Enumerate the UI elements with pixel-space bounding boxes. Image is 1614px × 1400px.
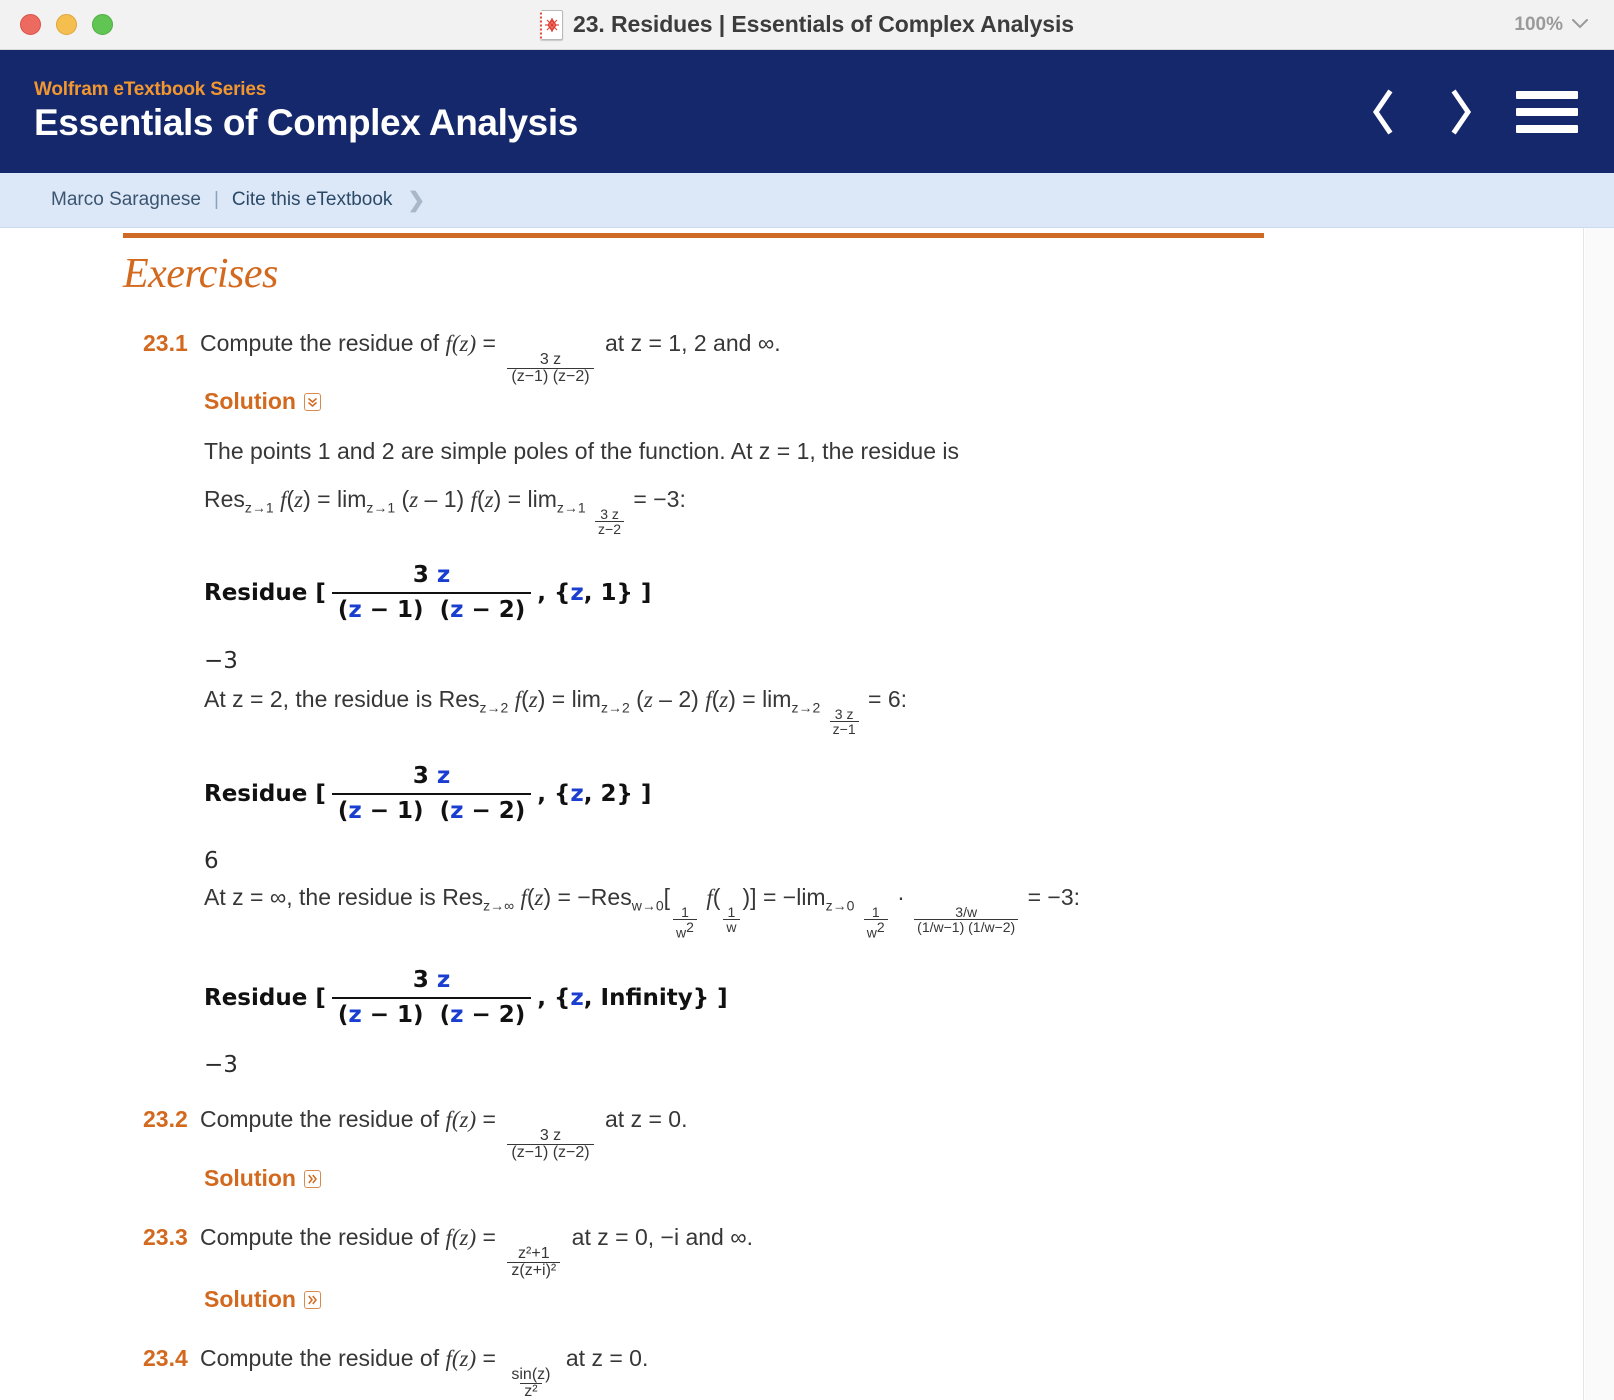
- exercise-prompt-pre: Compute the residue of: [200, 1106, 440, 1132]
- mma-argument: , {z, 1} ]: [537, 579, 652, 606]
- window-title: 23. Residues | Essentials of Complex Analysis: [573, 11, 1074, 37]
- mma-coefficient: 3: [412, 562, 429, 588]
- mma-variable: z: [436, 967, 451, 993]
- exercise-function: f(z): [445, 331, 477, 356]
- mma-denominator: (z − 1) (z − 2): [332, 592, 531, 625]
- exercise-function: f(z): [445, 1225, 477, 1250]
- exercise-prompt-pre: Compute the residue of: [200, 1224, 440, 1250]
- lim-subscript-2: z→1: [556, 499, 586, 516]
- solution-label: Solution: [204, 388, 296, 414]
- mathematica-input-cell-2[interactable]: [204, 762, 651, 826]
- mma-denominator: (z − 1) (z − 2): [332, 997, 531, 1030]
- fraction-numerator: z²+1: [518, 1244, 550, 1262]
- solution-line-4: At z = ∞, the residue is Res: [204, 884, 484, 910]
- hamburger-bar-3: [1516, 125, 1578, 133]
- mathematica-output-1: −3: [204, 648, 238, 674]
- byline-bar: [0, 173, 1614, 228]
- mma-fraction: [332, 762, 531, 826]
- menu-icon[interactable]: [1516, 91, 1578, 133]
- fraction-numerator: 3/w: [955, 903, 978, 920]
- banner-navigation: [1344, 50, 1578, 173]
- previous-page-button[interactable]: [1344, 72, 1422, 152]
- wolfram-notebook-icon: [540, 10, 563, 40]
- solution-toggle-232[interactable]: [204, 1165, 321, 1192]
- inline-fraction-b: $\frac{1}{w}$: [723, 905, 739, 935]
- document-page: [0, 228, 1614, 1400]
- fraction-numerator: 3 z: [834, 705, 854, 722]
- author-name: Marco Saragnese: [51, 189, 201, 210]
- solution-toggle-231[interactable]: [204, 388, 321, 415]
- mma-numerator: [407, 966, 456, 997]
- page-title: Exercises: [123, 251, 278, 297]
- fraction-numerator: 3 z: [539, 1126, 562, 1144]
- mma-numerator: [407, 561, 456, 592]
- zoom-level-control[interactable]: [1514, 0, 1588, 49]
- mma-argument: , {z, 2} ]: [537, 780, 652, 807]
- solution-equation-3: At z = ∞, the residue is Res$_{z\to\infty}$ f(z) = −Res$_{w\to 0}$[ $\frac{1}{w^2}$ f( $\frac{1}{w}$ )] = $-\lim_{z\to 0}$ $\frac{1}{w^2}$ · $\frac{3/w}{(1/w-1) (1/w-2)}$ = −3:: [204, 884, 1081, 941]
- residue-function-head: Residue [: [204, 780, 326, 807]
- section-rule: [123, 233, 1264, 238]
- solution-fraction-2: [830, 707, 859, 737]
- close-window-button[interactable]: [20, 14, 41, 35]
- fraction-denominator: z−2: [595, 521, 624, 537]
- solution-equation-1: Res$_{z\to 1}$ $f(z) = \lim_{z\to 1} (z - 1) f(z) = \lim_{z\to 1}$ $\frac{3 z}{z-2}$ = −3:: [204, 486, 686, 538]
- byline-separator: |: [213, 189, 219, 210]
- exercise-prompt-post: at z = 0.: [565, 1345, 649, 1371]
- solution-paragraph-1: [204, 438, 959, 465]
- solution-fraction-4: [914, 905, 1018, 935]
- book-banner: [0, 50, 1614, 173]
- solution-result-3: = −3:: [1027, 884, 1081, 910]
- exercise-number: 23.4: [143, 1345, 188, 1371]
- fraction-denominator: (1/w−1) (1/w−2): [914, 919, 1018, 935]
- exercise-number: 23.2: [143, 1106, 188, 1132]
- exercise-prompt-pre: Compute the residue of: [200, 1345, 440, 1371]
- solution-label: Solution: [204, 1286, 296, 1312]
- mma-variable: z: [436, 763, 451, 789]
- window-traffic-lights: [0, 14, 113, 35]
- chevron-double-down-icon[interactable]: [304, 393, 321, 411]
- chevron-double-right-icon[interactable]: [304, 1170, 321, 1188]
- exercise-prompt: [200, 1106, 687, 1162]
- chevron-right-icon: ❯: [407, 188, 426, 212]
- exercise-number: 23.3: [143, 1224, 188, 1250]
- solution-fraction-1: [595, 507, 624, 537]
- window-titlebar: [0, 0, 1614, 50]
- equals-sign: =: [482, 1345, 496, 1371]
- fraction-denominator: z(z+i)²: [507, 1262, 560, 1280]
- exercise-prompt: [200, 1224, 753, 1280]
- exercise-prompt: [200, 1345, 648, 1400]
- maximize-window-button[interactable]: [92, 14, 113, 35]
- mma-coefficient: 3: [412, 763, 429, 789]
- fraction-denominator: (z−1) (z−2): [507, 1144, 593, 1162]
- residue-function-head: Residue [: [204, 579, 326, 606]
- inline-fraction-c: $\frac{1}{w^2}$: [864, 905, 888, 941]
- fraction-numerator: 3 z: [539, 350, 562, 368]
- lim-subscript-1: z→1: [366, 499, 396, 516]
- mma-fraction: [332, 561, 531, 625]
- zoom-level-value: 100%: [1514, 13, 1563, 35]
- hamburger-bar-1: [1516, 91, 1578, 99]
- equals-sign: =: [482, 1224, 496, 1250]
- mathematica-input-cell-3[interactable]: [204, 966, 728, 1030]
- exercise-fraction: [507, 1128, 593, 1163]
- window-title-group: [0, 0, 1614, 49]
- res-subscript: z→1: [244, 499, 274, 516]
- fraction-numerator: 3 z: [600, 505, 619, 522]
- chevron-double-right-icon[interactable]: [304, 1291, 321, 1309]
- hamburger-bar-2: [1516, 108, 1578, 116]
- fraction-denominator: (z−1) (z−2): [507, 368, 593, 386]
- mma-argument: , {z, Infinity} ]: [537, 984, 728, 1011]
- fraction-denominator: z²: [520, 1383, 541, 1400]
- book-title: Essentials of Complex Analysis: [34, 102, 578, 144]
- chevron-down-icon: [1572, 16, 1588, 33]
- solution-line-1: The points 1 and 2 are simple poles of the function. At z = 1, the residue is: [204, 438, 959, 464]
- res-operator: Res: [204, 486, 245, 512]
- mma-denominator: (z − 1) (z − 2): [332, 793, 531, 826]
- document-content: [0, 228, 1584, 1400]
- exercise-prompt-post: at z = 0.: [605, 1106, 688, 1132]
- solution-result-1: = −3:: [633, 486, 686, 512]
- next-page-button[interactable]: [1422, 72, 1500, 152]
- solution-result-2: = 6:: [868, 686, 908, 712]
- exercise-fraction: [507, 1367, 554, 1400]
- exercise-fraction: [507, 352, 593, 387]
- fraction-denominator: z−1: [830, 721, 859, 737]
- cite-etextbook-link[interactable]: Cite this eTextbook: [231, 189, 393, 210]
- mma-fraction: [332, 966, 531, 1030]
- inline-fraction-a: $\frac{1}{w^2}$: [673, 905, 697, 941]
- series-label: Wolfram eTextbook Series: [34, 79, 267, 101]
- mma-numerator: [407, 762, 456, 793]
- exercise-number: 23.1: [143, 330, 188, 356]
- solution-equation-2: At z = 2, the residue is Res$_{z\to 2}$ $f(z) = \lim_{z\to 2} (z - 2) f(z) = \lim_{z\to 2}$ $\frac{3 z}{z-1}$ = 6:: [204, 686, 908, 738]
- solution-label: Solution: [204, 1165, 296, 1191]
- equals-sign: =: [482, 1106, 496, 1132]
- exercise-prompt-post: at z = 0, −i and ∞.: [571, 1224, 753, 1250]
- exercise-fraction: [507, 1246, 560, 1281]
- equals-sign: =: [482, 330, 496, 356]
- minimize-window-button[interactable]: [56, 14, 77, 35]
- mathematica-output-3: −3: [204, 1052, 238, 1078]
- solution-toggle-233[interactable]: [204, 1286, 321, 1313]
- exercise-function: f(z): [445, 1107, 477, 1132]
- mma-variable: z: [436, 562, 451, 588]
- exercise-prompt: [200, 330, 781, 386]
- mma-coefficient: 3: [412, 967, 429, 993]
- vertical-scrollbar[interactable]: [1585, 228, 1614, 1400]
- residue-function-head: Residue [: [204, 984, 326, 1011]
- exercise-function: f(z): [445, 1346, 477, 1371]
- solution-line-3: At z = 2, the residue is Res: [204, 686, 480, 712]
- fraction-numerator: sin(z): [511, 1365, 551, 1383]
- mathematica-input-cell-1[interactable]: [204, 561, 651, 625]
- exercise-prompt-pre: Compute the residue of: [200, 330, 440, 356]
- mathematica-output-2: 6: [204, 848, 219, 874]
- banner-titles: [34, 79, 578, 144]
- exercise-prompt-post: at z = 1, 2 and ∞.: [605, 330, 781, 356]
